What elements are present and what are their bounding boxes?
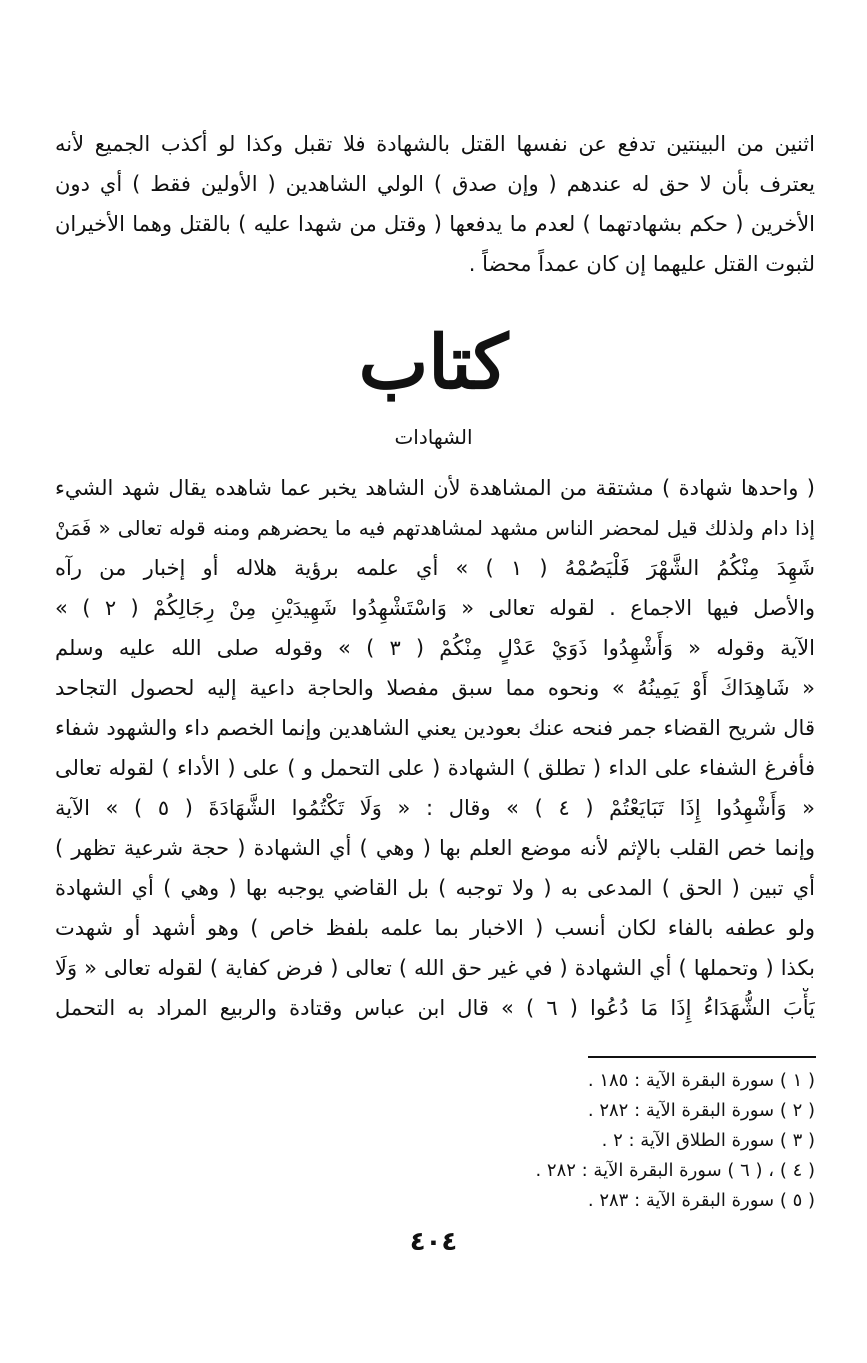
text-line: والأصل فيها الاجماع . لقوله تعالى « وَاسْتَشْهِدُوا شَهِيدَيْنِ مِنْ رِجَالِكُمْ ( ٢ ) » — [55, 596, 815, 620]
text-line: فأفرغ الشفاء على الداء ( تطلق ) الشهادة ( على التحمل و ) على ( الأداء ) لقوله تعالى — [55, 756, 815, 780]
text-line: يعترف بأن لا حق له عندهم ( وإن صدق ) الولي الشاهدين ( الأولين فقط ) أي دون — [55, 172, 815, 196]
text-line: يَأْبَ الشُّهَدَاءُ إِذَا مَا دُعُوا ( ٦ ) » قال ابن عباس وقتادة والربيع المراد به التحمل — [55, 996, 815, 1020]
text-line: لثبوت القتل عليهما إن كان عمداً محضاً . — [468, 252, 815, 276]
text-line: الآية وقوله « وَأَشْهِدُوا ذَوَيْ عَدْلٍ مِنْكُمْ ( ٣ ) » وقوله صلى الله عليه وسلم — [55, 636, 815, 660]
text-line: « شَاهِدَاكَ أَوْ يَمِينُهُ » ونحوه مما سبق مفصلا والحاجة داعية إليه لحصول التجاحد — [55, 676, 815, 700]
text-line: وإنما خص القلب بالإثم لأنه موضع العلم بها ( وهي ) أي الشهادة ( حجة شرعية تظهر ) — [55, 836, 815, 860]
footnote: ( ٤ ) ، ( ٦ ) سورة البقرة الآية : ٢٨٢ . — [535, 1160, 815, 1181]
footnote: ( ٢ ) سورة البقرة الآية : ٢٨٢ . — [587, 1100, 815, 1121]
text-line: شَهِدَ مِنْكُمُ الشَّهْرَ فَلْيَصُمْهُ ( ١ ) » أي علمه برؤية هلاله أو إخبار من رآه — [55, 556, 815, 580]
text-line: قال شريح القضاء جمر فنحه عنك بعودين يعني الشاهدين وإنما الخصم داء والشهود شفاء — [55, 716, 815, 740]
text-line: الأخرين ( حكم بشهادتهما ) لعدم ما يدفعها ( وقتل من شهدا عليه ) بالقتل وهما الأخيران — [55, 212, 815, 236]
chapter-subtitle: الشهادات — [394, 425, 473, 449]
text-line: إذا دام ولذلك قيل لمحضر الناس مشهد لمشاهدتهم فيه ما يحضرهم ومنه قوله تعالى « فَمَنْ — [55, 516, 815, 540]
text-line: « وَأَشْهِدُوا إِذَا تَبَايَعْتُمْ ( ٤ ) » وقال : « وَلَا تَكْتُمُوا الشَّهَادَةَ ( ٥ ) » الآية — [55, 796, 815, 820]
footnote: ( ٥ ) سورة البقرة الآية : ٢٨٣ . — [587, 1190, 815, 1211]
text-line: ولو عطفه بالفاء لكان أنسب ( الاخبار بما علمه بلفظ خاص ) وهو أشهد أو شهدت — [55, 916, 815, 940]
footnote: ( ٣ ) سورة الطلاق الآية : ٢ . — [601, 1130, 815, 1151]
text-line: بكذا ( وتحملها ) أي الشهادة ( في غير حق الله ) تعالى ( فرض كفاية ) لقوله تعالى « وَلَا — [55, 956, 815, 980]
text-line: اثنين من البينتين تدفع عن نفسها القتل بالشهادة فلا تقبل وكذا لو أكذب الجميع لأنه — [55, 132, 815, 156]
text-line: أي تبين ( الحق ) المدعى به ( ولا توجبه ) بل القاضي يوجبه بها ( وهي ) أي الشهادة — [55, 876, 815, 900]
page-number: ٤٠٤ — [409, 1227, 458, 1257]
footnote-separator — [588, 1056, 816, 1058]
chapter-title: كتاب — [358, 320, 509, 406]
footnote: ( ١ ) سورة البقرة الآية : ١٨٥ . — [587, 1070, 815, 1091]
text-line: ( واحدها شهادة ) مشتقة من المشاهدة لأن الشاهد يخبر عما شاهده يقال شهد الشيء — [55, 476, 815, 500]
